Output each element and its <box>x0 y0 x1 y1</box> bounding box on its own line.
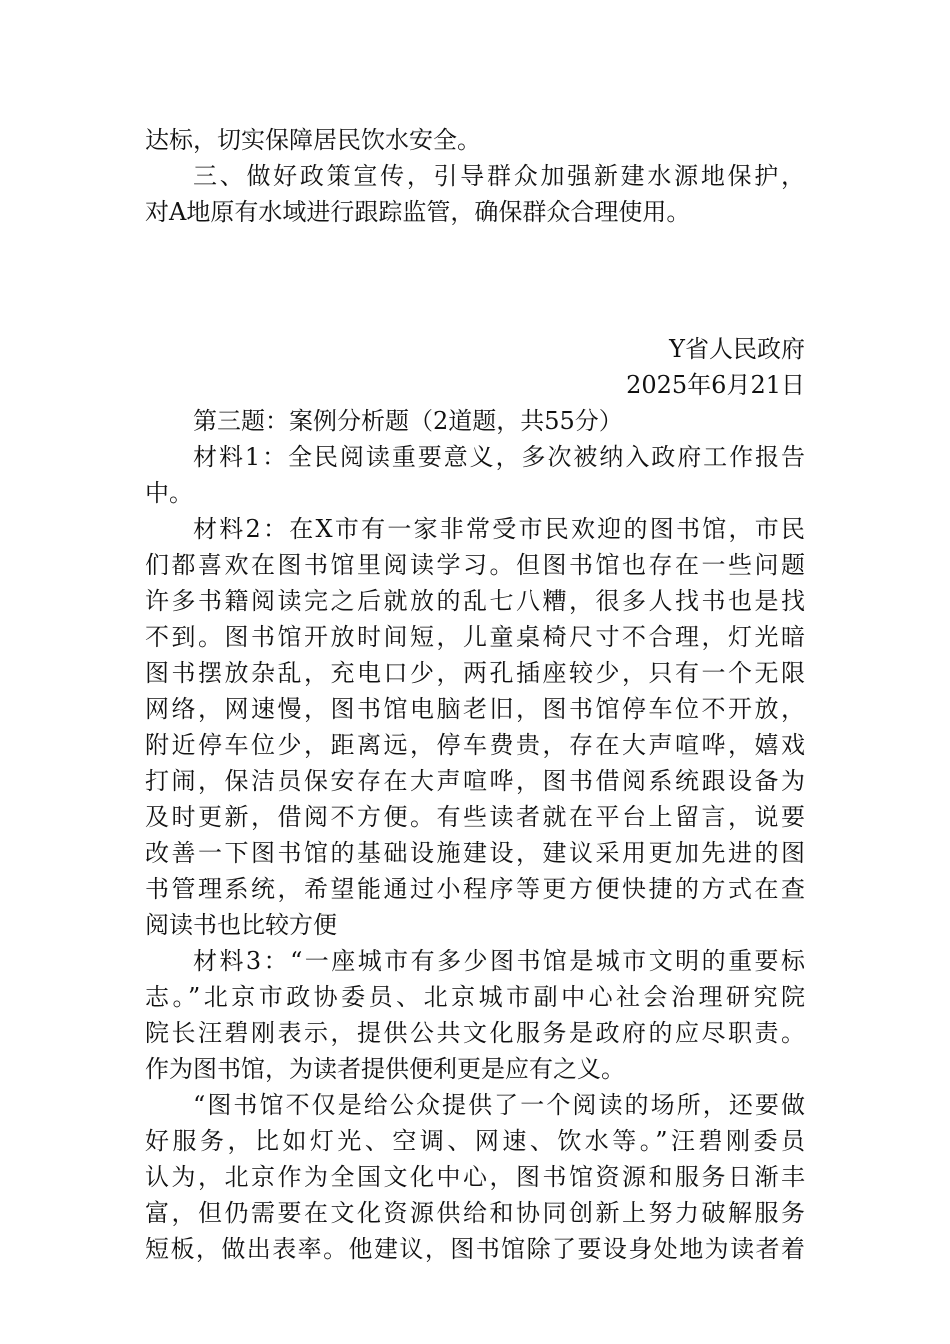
material-2-line-3: 许多书籍阅读完之后就放的乱七八糟，很多人找书也是找 <box>145 587 805 615</box>
material-2-line-1: 材料2：在X市有一家非常受市民欢迎的图书馆，市民 <box>193 515 805 543</box>
material-3-line-2: 志。”北京市政协委员、北京城市副中心社会治理研究院 <box>145 983 805 1011</box>
material-2-line-2: 们都喜欢在图书馆里阅读学习。但图书馆也存在一些问题 <box>145 551 805 579</box>
text-line-2: 三、做好政策宣传，引导群众加强新建水源地保护， <box>193 162 805 190</box>
material-2-line-4: 不到。图书馆开放时间短，儿童桌椅尺寸不合理，灯光暗 <box>145 623 805 651</box>
text-line-1: 达标，切实保障居民饮水安全。 <box>145 126 481 154</box>
material-2-line-10: 改善一下图书馆的基础设施建设，建议采用更加先进的图 <box>145 839 805 867</box>
material-3-line-8: 富，但仍需要在文化资源供给和协同创新上努力破解服务 <box>145 1199 805 1227</box>
material-3-line-3: 院长汪碧刚表示，提供公共文化服务是政府的应尽职责。 <box>145 1019 805 1047</box>
material-3-line-4: 作为图书馆，为读者提供便利更是应有之义。 <box>145 1055 625 1083</box>
signature-org: Y省人民政府 <box>669 335 805 363</box>
material-2-line-8: 打闹，保洁员保安存在大声喧哗，图书借阅系统跟设备为 <box>145 767 805 795</box>
material-1-line-1: 材料1：全民阅读重要意义，多次被纳入政府工作报告 <box>193 443 805 471</box>
material-1-line-2: 中。 <box>145 479 193 507</box>
text-line-3: 对A地原有水域进行跟踪监管，确保群众合理使用。 <box>145 198 691 226</box>
section-heading: 第三题：案例分析题（2道题，共55分） <box>193 407 623 435</box>
material-2-line-9: 及时更新，借阅不方便。有些读者就在平台上留言，说要 <box>145 803 805 831</box>
material-3-line-5: “图书馆不仅是给公众提供了一个阅读的场所，还要做 <box>193 1091 805 1119</box>
material-2-line-7: 附近停车位少，距离远，停车费贵，存在大声喧哗，嬉戏 <box>145 731 805 759</box>
material-3-line-9: 短板，做出表率。他建议，图书馆除了要设身处地为读者着 <box>145 1235 805 1263</box>
material-2-line-5: 图书摆放杂乱，充电口少，两孔插座较少，只有一个无限 <box>145 659 805 687</box>
material-2-line-11: 书管理系统，希望能通过小程序等更方便快捷的方式在查 <box>145 875 805 903</box>
material-3-line-6: 好服务，比如灯光、空调、网速、饮水等。”汪碧刚委员 <box>145 1127 805 1155</box>
signature-date: 2025年6月21日 <box>626 371 805 399</box>
material-3-line-1: 材料3：“一座城市有多少图书馆是城市文明的重要标 <box>193 947 805 975</box>
material-2-line-6: 网络，网速慢，图书馆电脑老旧，图书馆停车位不开放， <box>145 695 805 723</box>
material-2-line-12: 阅读书也比较方便 <box>145 911 337 939</box>
material-3-line-7: 认为，北京作为全国文化中心，图书馆资源和服务日渐丰 <box>145 1163 805 1191</box>
